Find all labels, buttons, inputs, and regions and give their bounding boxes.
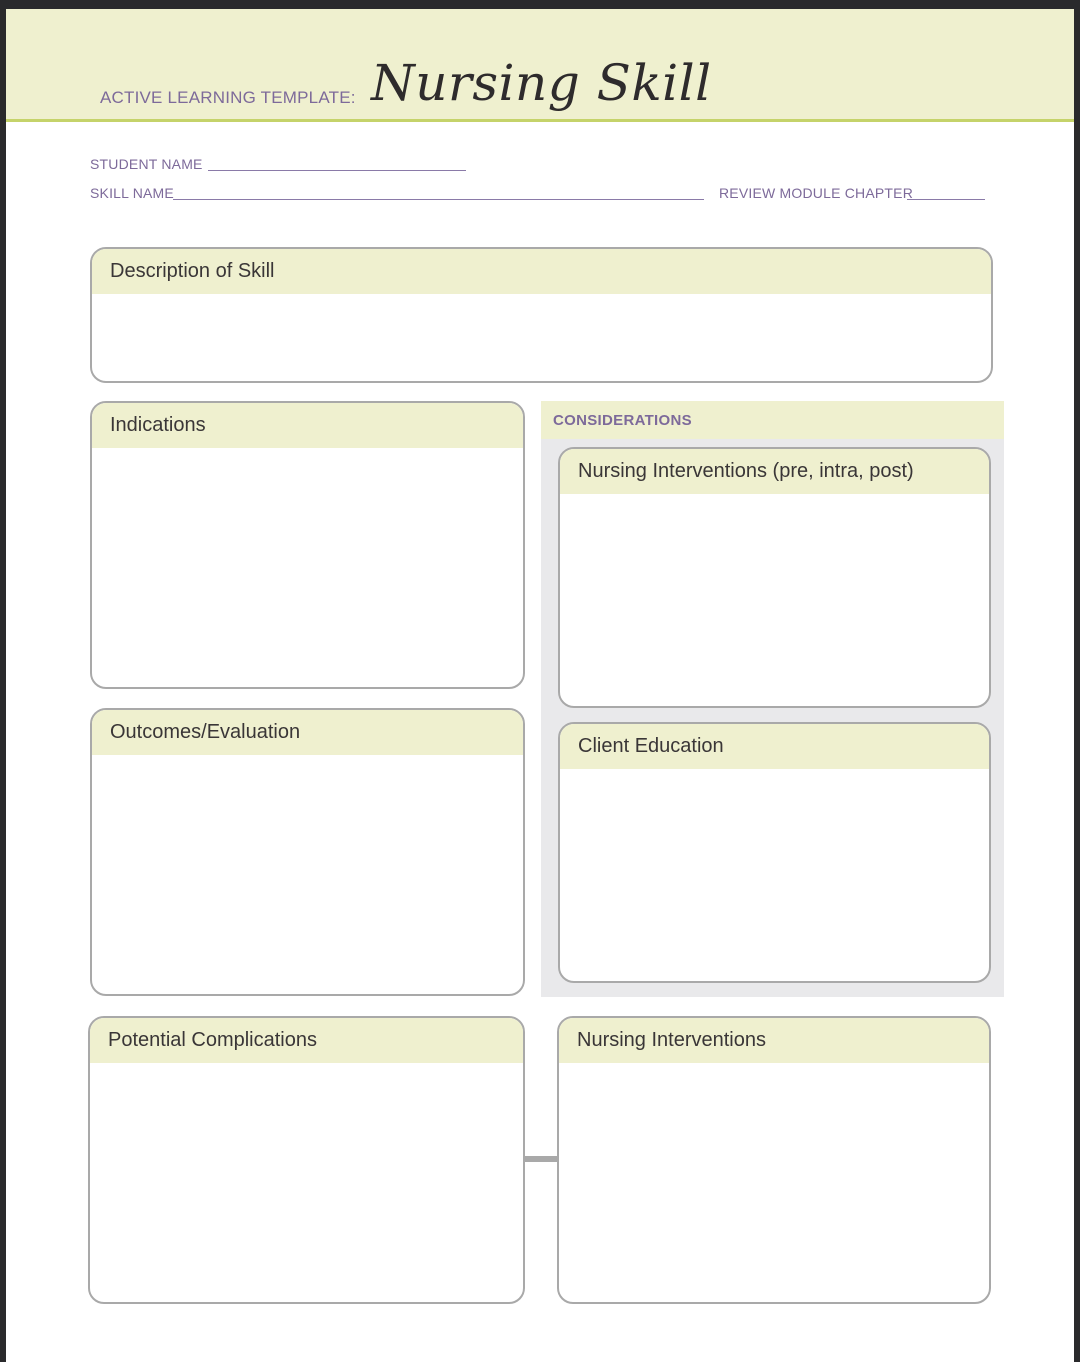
- indications-box: [90, 401, 525, 689]
- outcomes-heading: Outcomes/Evaluation: [92, 710, 523, 755]
- indications-input-area[interactable]: [92, 448, 523, 689]
- outcomes-input-area[interactable]: [92, 755, 523, 996]
- header-band: [6, 9, 1074, 122]
- complications-connector: [525, 1156, 557, 1162]
- potential-complications-heading: Potential Complications: [90, 1018, 523, 1063]
- nursing-interventions-heading: Nursing Interventions: [559, 1018, 989, 1063]
- review-module-chapter-field[interactable]: [907, 199, 985, 200]
- template-prefix: ACTIVE LEARNING TEMPLATE:: [100, 88, 356, 107]
- template-page: [6, 9, 1074, 1362]
- skill-name-field[interactable]: [173, 199, 704, 200]
- skill-name-label: SKILL NAME: [90, 185, 174, 201]
- potential-complications-input-area[interactable]: [90, 1063, 523, 1304]
- nursing-interventions-periop-box: [558, 447, 991, 708]
- client-education-box: [558, 722, 991, 983]
- considerations-panel: [541, 401, 1004, 997]
- description-heading: Description of Skill: [92, 249, 991, 294]
- description-box: [90, 247, 993, 383]
- potential-complications-box: [88, 1016, 525, 1304]
- client-education-input-area[interactable]: [560, 769, 989, 983]
- nursing-interventions-periop-heading: Nursing Interventions (pre, intra, post): [560, 449, 989, 494]
- student-name-label: STUDENT NAME: [90, 156, 203, 172]
- considerations-heading: CONSIDERATIONS: [541, 401, 1004, 439]
- indications-heading: Indications: [92, 403, 523, 448]
- client-education-heading: Client Education: [560, 724, 989, 769]
- nursing-interventions-periop-input-area[interactable]: [560, 494, 989, 708]
- template-title: Nursing Skill: [371, 54, 712, 112]
- student-name-field[interactable]: [208, 170, 466, 171]
- nursing-interventions-input-area[interactable]: [559, 1063, 989, 1304]
- nursing-interventions-box: [557, 1016, 991, 1304]
- review-module-chapter-label: REVIEW MODULE CHAPTER: [719, 185, 913, 201]
- outcomes-box: [90, 708, 525, 996]
- description-input-area[interactable]: [92, 294, 991, 383]
